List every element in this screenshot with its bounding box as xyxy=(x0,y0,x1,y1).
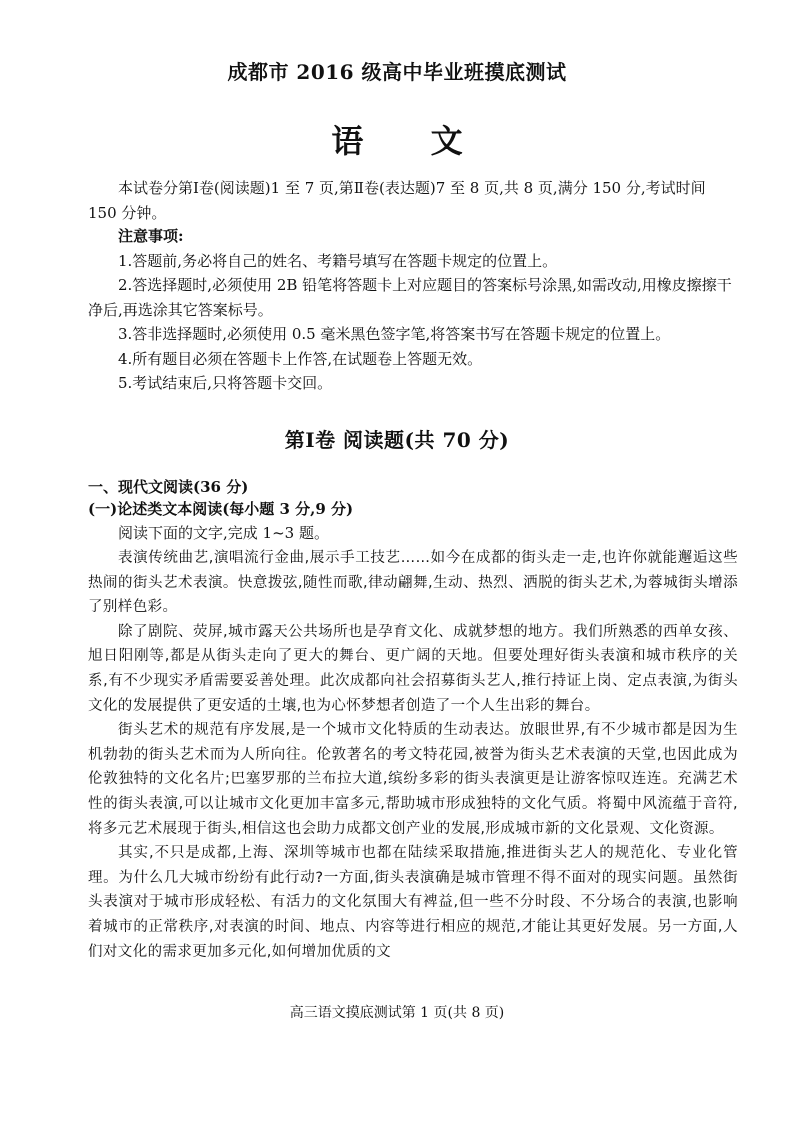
reading-passage xyxy=(88,546,738,964)
subsection-heading: (一)论述类文本阅读(每小题 3 分,9 分) xyxy=(88,500,354,518)
passage-paragraph: 表演传统曲艺,演唱流行金曲,展示手工技艺……如今在成都的街头走一走,也许你就能邂逅这些热闹的街头艺术表演。快意拨弦,随性而歌,律动翩舞,生动、热烈、洒脱的街头艺术,为蓉城街头增添了别样色彩。 xyxy=(88,550,738,616)
notes-heading: 注意事项: xyxy=(118,227,184,245)
notes-item: 1.答题前,务必将自己的姓名、考籍号填写在答题卡规定的位置上。 xyxy=(118,251,558,270)
page-footer: 高三语文摸底测试第 1 页(共 8 页) xyxy=(289,1005,505,1021)
passage-paragraph: 街头艺术的规范有序发展,是一个城市文化特质的生动表达。放眼世界,有不少城市都是因为生机勃勃的街头艺术而为人所向往。伦敦著名的考文特花园,被誉为街头艺术表演的天堂,也因此成为伦敦独特的文化名片;巴塞罗那的兰布拉大道,缤纷多彩的街头表演更是让游客惊叹连连。充满艺术性的街头表演,可以让城市文化更加丰富多元,帮助城市形成独特的文化气质。将蜀中风流蕴于音符,将多元艺术展现于街头,相信这也会助力成都文创产业的发展,形成城市新的文化景观、文化资源。 xyxy=(88,722,738,837)
notes-item: 2.答选择题时,必须使用 2B 铅笔将答题卡上对应题目的答案标号涂黑,如需改动,用橡皮擦擦干净后,再选涂其它答案标号。 xyxy=(88,276,732,319)
exam-title: 成都市 2016 级高中毕业班摸底测试 xyxy=(227,60,567,84)
part-one-title: 第Ⅰ卷 阅读题(共 70 分) xyxy=(284,428,510,452)
subject-title: 语 文 xyxy=(331,122,491,160)
notes-item: 3.答非选择题时,必须使用 0.5 毫米黑色签字笔,将答案书写在答题卡规定的位置上。 xyxy=(118,325,671,343)
notes-item: 4.所有题目必须在答题卡上作答,在试题卷上答题无效。 xyxy=(118,349,483,368)
passage-paragraph: 其实,不只是成都,上海、深圳等城市也都在陆续采取措施,推进街头艺人的规范化、专业化管理。为什么几大城市纷纷有此行动?一方面,街头表演确是城市管理不得不面对的现实问题。虽然街头表演对于城市形成轻松、有活力的文化氛围大有裨益,但一些不分时段、不分场合的表演,也影响着城市的正常秩序,对表演的时间、地点、内容等进行相应的规范,才能让其更好发展。另一方面,人们对文化的需求更加多元化,如何增加优质的文 xyxy=(88,845,738,960)
notes-item: 5.考试结束后,只将答题卡交回。 xyxy=(118,374,333,392)
section-heading: 一、现代文阅读(36 分) xyxy=(88,478,249,496)
passage-paragraph: 除了剧院、荧屏,城市露天公共场所也是孕育文化、成就梦想的地方。我们所熟悉的西单女孩、旭日阳刚等,都是从街头走向了更大的舞台、更广阔的天地。但要处理好街头表演和城市秩序的关系,有不少现实矛盾需要妥善处理。此次成都向社会招募街头艺人,推行持证上岗、定点表演,为街头文化的发展提供了更安适的土壤,也为心怀梦想者创造了一个人生出彩的舞台。 xyxy=(88,623,738,714)
notes-block xyxy=(88,224,738,396)
reading-instruction: 阅读下面的文字,完成 1~3 题。 xyxy=(118,524,329,542)
exam-intro: 本试卷分第Ⅰ卷(阅读题)1 至 7 页,第Ⅱ卷(表达题)7 至 8 页,共 8 页,满分 150 分,考试时间 150 分钟。 xyxy=(88,179,706,222)
